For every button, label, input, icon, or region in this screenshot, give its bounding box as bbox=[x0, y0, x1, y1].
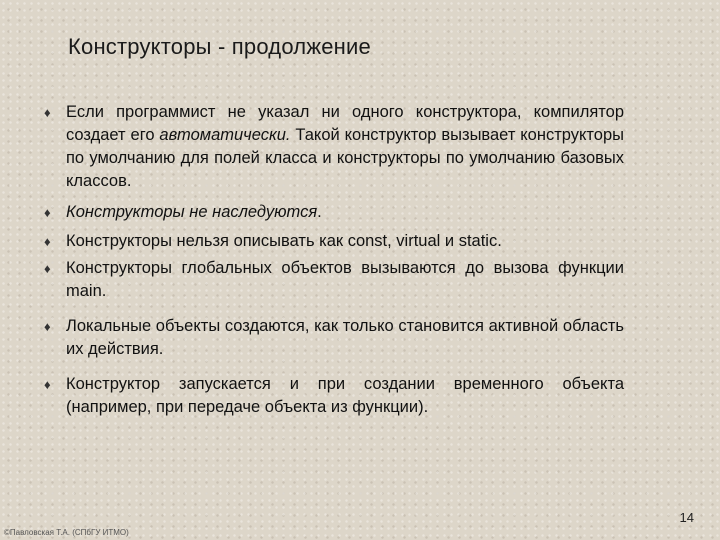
bullet-item bbox=[44, 315, 624, 361]
bullet-text: Такой конструктор вызывает конструкторы по умолчанию для полей класса и конструкторы по умолчанию базовых классов. bbox=[66, 126, 624, 190]
diamond-bullet-icon: ♦ bbox=[44, 261, 51, 276]
diamond-bullet-icon: ♦ bbox=[44, 234, 51, 249]
diamond-bullet-icon: ♦ bbox=[44, 319, 51, 334]
bullet-item bbox=[44, 373, 624, 419]
bullet-item bbox=[44, 201, 624, 224]
diamond-bullet-icon: ♦ bbox=[44, 377, 51, 392]
bullet-text: . bbox=[317, 203, 322, 221]
footer-copyright: ©Павловская Т.А. (СПбГУ ИТМО) bbox=[4, 528, 129, 537]
diamond-bullet-icon: ♦ bbox=[44, 205, 51, 220]
bullet-text-italic: Конструкторы не наследуются bbox=[66, 203, 318, 221]
bullet-text: Если программист не указал ни одного конструктора, компилятор создает его bbox=[66, 103, 624, 144]
page-number: 14 bbox=[679, 510, 694, 525]
diamond-bullet-icon: ♦ bbox=[44, 105, 51, 120]
bullet-text-italic: автоматически. bbox=[159, 126, 291, 144]
bullet-list bbox=[44, 101, 624, 419]
bullet-text: Конструкторы глобальных объектов вызываются до вызова функции main. bbox=[66, 259, 624, 300]
bullet-item bbox=[44, 230, 624, 253]
bullet-text: Конструкторы нельзя описывать как const, virtual и static. bbox=[66, 232, 502, 250]
bullet-text: Локальные объекты создаются, как только становится активной область их действия. bbox=[66, 317, 624, 358]
bullet-item bbox=[44, 101, 624, 193]
bullet-item bbox=[44, 257, 624, 303]
slide-title: Конструкторы - продолжение bbox=[68, 34, 371, 59]
bullet-text: Конструктор запускается и при создании временного объекта (например, при передаче объекта из функции). bbox=[66, 375, 624, 416]
